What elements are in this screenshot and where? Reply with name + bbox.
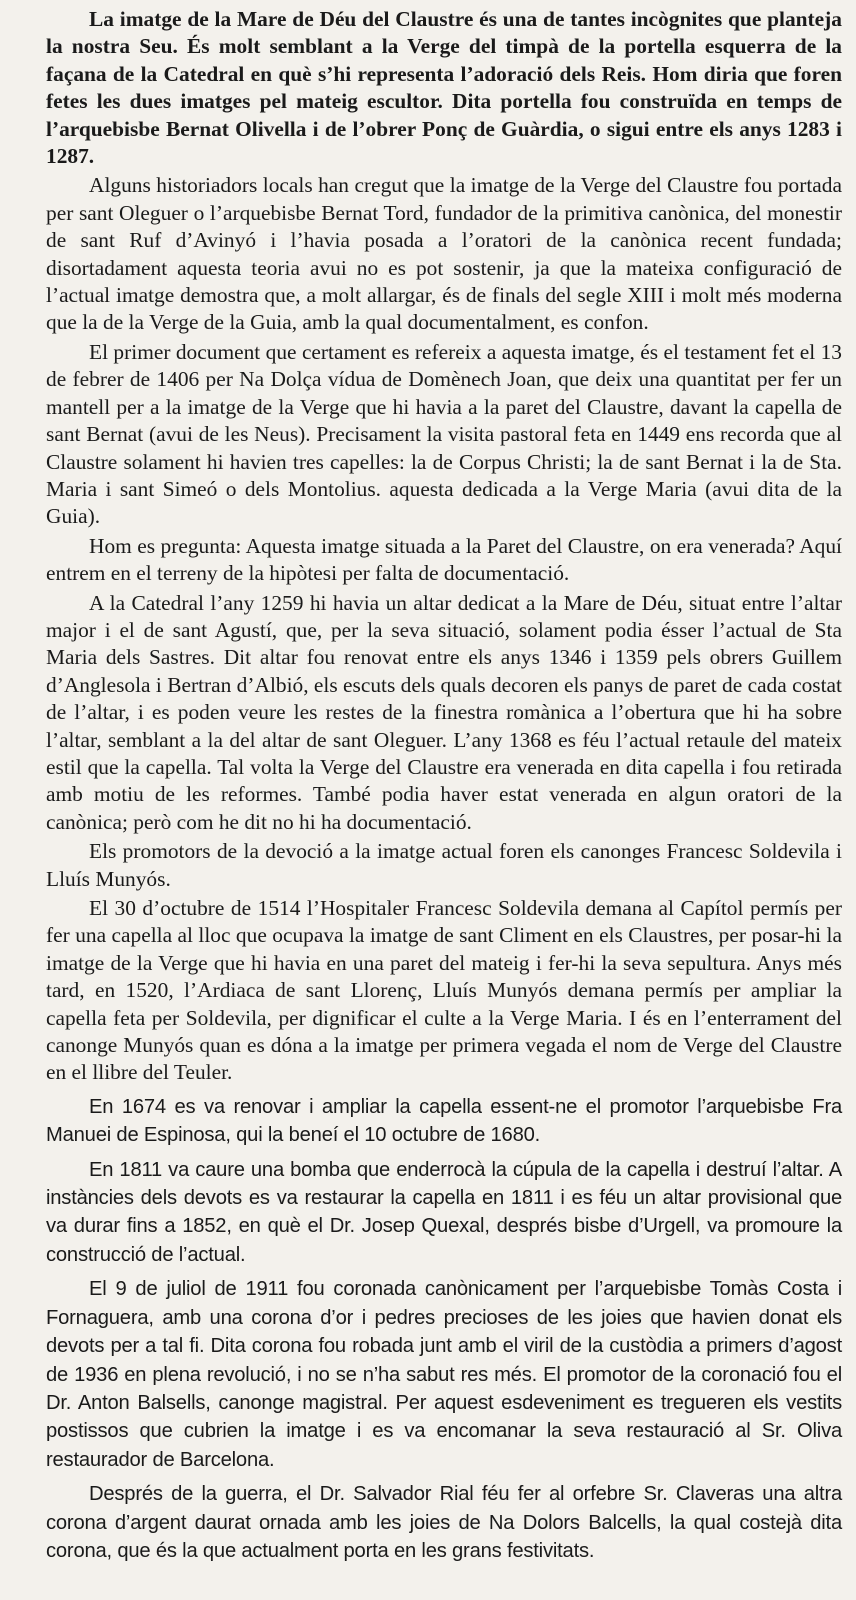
- paragraph-question: Hom es pregunta: Aquesta imatge situada a la Paret del Claustre, on era venerada? Aquí entrem en el terreny de la hipòtesi per falta de documentació.: [46, 533, 842, 586]
- paragraph-promotors: Els promotors de la devoció a la imatge actual foren els canonges Francesc Soldevila i Lluís Munyós.: [46, 839, 842, 891]
- paragraph-1514: El 30 d’octubre de 1514 l’Hospitaler Francesc Soldevila demana al Capítol permís per fer una capella al lloc que ocupava la imatge de sant Climent en els Claustres, per posar-hi la imatge de la Verge que hi havia en una paret del mateig i fer-hi la seva sepultura. Anys més tard, en 1520, l’Ardiaca de sant Llorenç, Lluís Munyós demana permís per ampliar la capella feta per Soldevila, per dignificar el culte a la Verge Maria. I és en l’enterrament del canonge Munyós quan es dóna a la imatge per primera vegada el nom de Verge del Claustre en el llibre del Teuler.: [46, 896, 842, 1085]
- paragraph-1811: En 1811 va caure una bomba que enderrocà la cúpula de la capella i destruí l’altar. A instàncies dels devots es va restaurar la capella en 1811 i es féu un altar provisional que va durar fins a 1852, en què el Dr. Josep Quexal, després bisbe d’Urgell, va promoure la construcció de l’actual.: [46, 1158, 842, 1266]
- paragraph-coronation-1911: El 9 de juliol de 1911 fou coronada canònicament per l’arquebisbe Tomàs Costa i Fornaguera, amb una corona d’or i pedres precioses de les joies que havien donat els devots per a tal fi. Dita corona fou robada junt amb el viril de la custòdia a primers d’agost de 1936 en plena revolució, i no se n’ha sabut res més. El promotor de la coronació fou el Dr. Anton Balsells, canonge magistral. Per aquest esdeveniment es tregueren els vestits postissos que cubrien la imatge i es va encomanar la seva restauració al Sr. Oliva restaurador de Barcelona.: [46, 1278, 842, 1471]
- paragraph-historians: Alguns historiadors locals han cregut que la imatge de la Verge del Claustre fou portada per sant Oleguer o l’arquebisbe Bernat Tord, fundador de la primitiva canònica, del monestir de sant Ruf d’Avinyó i l’havia posada a l’oratori de la canònica recent fundada; disortadament aquesta teoria avui no es pot sostenir, ja que la mateixa configuració de l’actual imatge demostra que, a molt allargar, és de finals del segle XIII i molt més moderna que la de la Verge de la Guia, amb la qual documentalment, es confon.: [46, 173, 842, 335]
- paragraph-1674: En 1674 es va renovar i ampliar la capella essent-ne el promotor l’arquebisbe Fra Manuei de Espinosa, qui la beneí el 10 octubre de 1680.: [46, 1095, 842, 1147]
- paragraph-intro: La imatge de la Mare de Déu del Claustre és una de tantes incògnites que planteja la nostra Seu. És molt semblant a la Verge del timpà de la portella esquerra de la façana de la Catedral en què s’hi representa l’adoració dels Reis. Hom diria que foren fetes les dues imatges pel mateig escultor. Dita portella fou construïda en temps de l’arquebisbe Bernat Olivella i de l’obrer Ponç de Guàrdia, o sigui entre els anys 1283 i 1287.: [46, 7, 842, 169]
- paragraph-after-war: Després de la guerra, el Dr. Salvador Rial féu fer al orfebre Sr. Claveras una altra corona d’argent daurat ornada amb les joies de Na Dolors Balcells, la qual costejà dita corona, que és la que actualment porta en les grans festivitats.: [46, 1483, 842, 1562]
- paragraph-first-document: El primer document que certament es refereix a aquesta imatge, és el testament fet el 13 de febrer de 1406 per Na Dolça vídua de Domènech Joan, que deix una quantitat per fer un mantell per a la imatge de la Verge que hi havia a la paret del Claustre, davant la capella de sant Bernat (avui de les Neus). Precisament la visita pastoral feta en 1449 ens recorda que al Claustre solament hi havien tres capelles: la de Corpus Christi; la de sant Bernat i la de Sta. Maria i sant Simeó o dels Montolius. aquesta dedicada a la Verge Maria (avui dita de la Guia).: [46, 339, 842, 529]
- paragraph-catedral-1259: A la Catedral l’any 1259 hi havia un altar dedicat a la Mare de Déu, situat entre l’altar major i el de sant Agustí, que, per la seva situació, solament podia ésser l’actual de Sta Maria dels Sastres. Dit altar fou renovat entre els anys 1346 i 1359 pels obrers Guillem d’Anglesola i Bertran d’Albió, els escuts dels quals decoren els panys de paret de cada costat de l’altar, i es poden veure les restes de la finestra romànica a l’obertura que hi ha sobre l’altar, semblant a la del altar de sant Oleguer. L’any 1368 es féu l’actual retaule del mateix estil que la capella. Tal volta la Verge del Claustre era venerada en dita capella i fou retirada amb motiu de les reformes. També podia haver estat venerada en algun oratori de la canònica; però com he dit no hi ha documentació.: [46, 590, 842, 834]
